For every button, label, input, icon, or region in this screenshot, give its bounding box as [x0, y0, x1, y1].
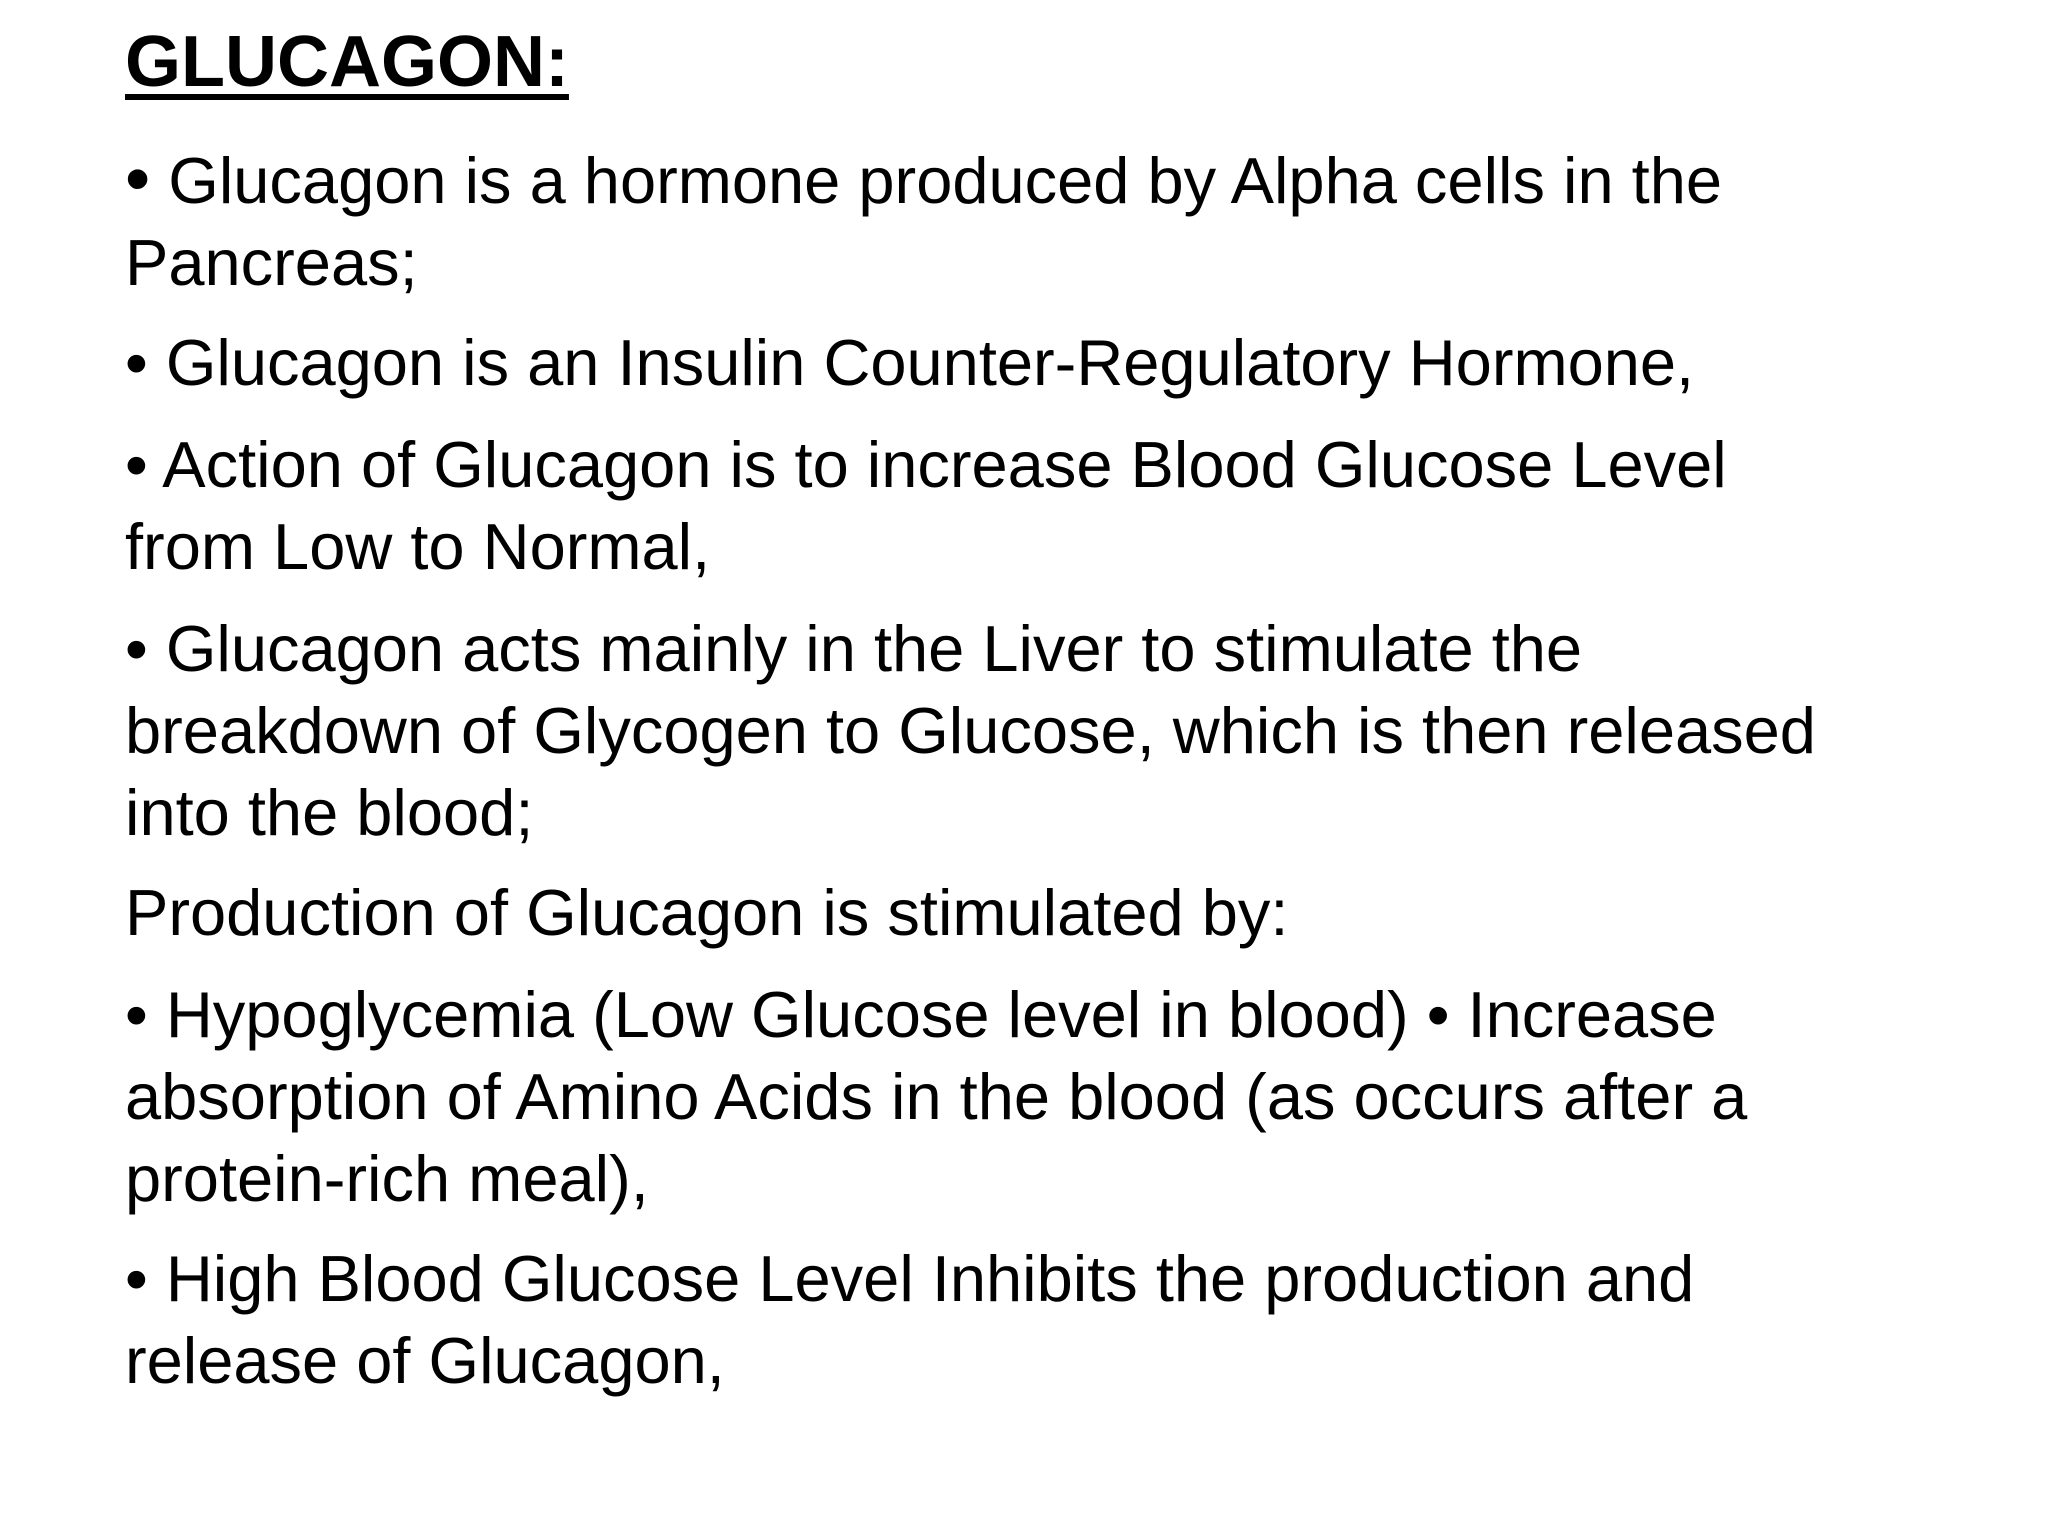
- section-heading: [125, 872, 1288, 954]
- bullet-line: Glucagon acts mainly in the Liver to stimulate the: [147, 612, 1583, 685]
- bullet-line: Action of Glucagon is to increase Blood Glucose Level: [147, 428, 1727, 501]
- slide-title: GLUCAGON:: [125, 22, 569, 102]
- bullet-line: absorption of Amino Acids in the blood (as occurs after a: [125, 1060, 1748, 1133]
- bullet-icon: •: [125, 428, 148, 501]
- bullet-item: [125, 1238, 1694, 1402]
- bullet-item: [125, 608, 1816, 854]
- bullet-line: Hypoglycemia (Low Glucose level in blood) • Increase: [147, 978, 1717, 1051]
- bullet-icon: •: [125, 139, 151, 219]
- bullet-line: from Low to Normal,: [125, 510, 711, 583]
- bullet-item: [125, 424, 1727, 588]
- bullet-item: [125, 138, 1722, 304]
- bullet-icon: •: [125, 1242, 148, 1315]
- bullet-item: [125, 974, 1747, 1220]
- bullet-line: High Blood Glucose Level Inhibits the production and: [147, 1242, 1695, 1315]
- bullet-line: into the blood;: [125, 776, 534, 849]
- bullet-icon: •: [125, 612, 148, 685]
- bullet-icon: •: [125, 326, 148, 399]
- bullet-item: [125, 322, 1694, 404]
- bullet-icon: •: [125, 978, 148, 1051]
- bullet-line: Glucagon is a hormone produced by Alpha cells in the: [150, 144, 1723, 217]
- bullet-line: Glucagon is an Insulin Counter-Regulatory Hormone,: [147, 326, 1695, 399]
- bullet-line: Pancreas;: [125, 226, 418, 299]
- bullet-line: release of Glucagon,: [125, 1324, 725, 1397]
- section-heading-text: Production of Glucagon is stimulated by:: [125, 876, 1289, 949]
- bullet-line: breakdown of Glycogen to Glucose, which is then released: [125, 694, 1816, 767]
- bullet-line: protein-rich meal),: [125, 1142, 649, 1215]
